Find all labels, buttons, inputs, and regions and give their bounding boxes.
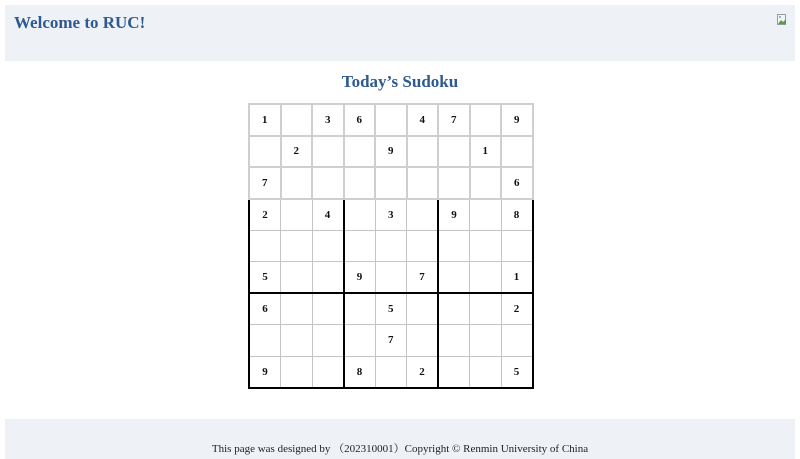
sudoku-cell-empty[interactable] — [375, 167, 407, 199]
sudoku-cell-empty[interactable] — [470, 167, 502, 199]
sudoku-cell-given: 1 — [470, 136, 502, 168]
page-title: Today’s Sudoku — [341, 72, 459, 91]
sudoku-cell-given: 6 — [501, 167, 533, 199]
header-title: Welcome to RUC! — [14, 13, 146, 32]
sudoku-cell-empty[interactable] — [501, 325, 533, 357]
sudoku-cell-given: 4 — [407, 104, 439, 136]
sudoku-cell-empty[interactable] — [281, 262, 313, 294]
sudoku-cell-empty[interactable] — [344, 136, 376, 168]
sudoku-cell-given: 9 — [438, 199, 470, 231]
sudoku-cell-given: 5 — [501, 356, 533, 388]
sudoku-cell-empty[interactable] — [312, 167, 344, 199]
sudoku-cell-empty[interactable] — [249, 325, 281, 357]
sudoku-cell-empty[interactable] — [281, 104, 313, 136]
sudoku-row — [249, 104, 533, 136]
sudoku-cell-given: 2 — [249, 199, 281, 231]
sudoku-cell-empty[interactable] — [312, 325, 344, 357]
sudoku-cell-empty[interactable] — [281, 325, 313, 357]
sudoku-cell-empty[interactable] — [281, 199, 313, 231]
sudoku-cell-given: 2 — [501, 293, 533, 325]
sudoku-cell-empty[interactable] — [438, 325, 470, 357]
sudoku-cell-given: 2 — [407, 356, 439, 388]
sudoku-cell-given: 7 — [375, 325, 407, 357]
sudoku-cell-given: 7 — [249, 167, 281, 199]
sudoku-cell-given: 1 — [501, 262, 533, 294]
page-footer — [5, 419, 795, 459]
sudoku-cell-given: 4 — [312, 199, 344, 231]
sudoku-cell-given: 9 — [375, 136, 407, 168]
sudoku-cell-empty[interactable] — [249, 230, 281, 262]
sudoku-cell-empty[interactable] — [438, 167, 470, 199]
sudoku-cell-given: 9 — [344, 262, 376, 294]
sudoku-cell-empty[interactable] — [312, 136, 344, 168]
sudoku-cell-empty[interactable] — [375, 262, 407, 294]
sudoku-cell-given: 8 — [501, 199, 533, 231]
page-header — [5, 5, 795, 61]
sudoku-cell-empty[interactable] — [249, 136, 281, 168]
sudoku-cell-empty[interactable] — [407, 199, 439, 231]
sudoku-cell-empty[interactable] — [281, 356, 313, 388]
sudoku-cell-given: 8 — [344, 356, 376, 388]
sudoku-cell-empty[interactable] — [438, 356, 470, 388]
sudoku-cell-empty[interactable] — [407, 293, 439, 325]
sudoku-row — [249, 167, 533, 199]
footer-copyright: This page was designed by （202310001）Copyright © Renmin University of China — [211, 443, 589, 455]
sudoku-cell-empty[interactable] — [312, 356, 344, 388]
sudoku-cell-empty[interactable] — [501, 230, 533, 262]
sudoku-cell-empty[interactable] — [375, 230, 407, 262]
sudoku-cell-empty[interactable] — [470, 199, 502, 231]
sudoku-grid — [248, 103, 534, 389]
sudoku-cell-empty[interactable] — [470, 262, 502, 294]
sudoku-cell-empty[interactable] — [407, 136, 439, 168]
sudoku-cell-empty[interactable] — [312, 293, 344, 325]
sudoku-cell-empty[interactable] — [470, 104, 502, 136]
sudoku-cell-empty[interactable] — [438, 293, 470, 325]
sudoku-cell-given: 7 — [407, 262, 439, 294]
sudoku-cell-empty[interactable] — [375, 104, 407, 136]
sudoku-cell-empty[interactable] — [312, 230, 344, 262]
sudoku-cell-empty[interactable] — [438, 262, 470, 294]
sudoku-cell-empty[interactable] — [470, 230, 502, 262]
broken-image-icon — [777, 14, 787, 25]
sudoku-cell-empty[interactable] — [344, 199, 376, 231]
sudoku-cell-empty[interactable] — [501, 136, 533, 168]
sudoku-cell-empty[interactable] — [438, 136, 470, 168]
sudoku-cell-given: 3 — [312, 104, 344, 136]
sudoku-cell-given: 6 — [344, 104, 376, 136]
sudoku-cell-given: 6 — [249, 293, 281, 325]
sudoku-cell-empty[interactable] — [312, 262, 344, 294]
sudoku-cell-empty[interactable] — [407, 230, 439, 262]
sudoku-row — [249, 136, 533, 168]
sudoku-cell-empty[interactable] — [281, 293, 313, 325]
sudoku-row — [249, 325, 533, 357]
sudoku-cell-empty[interactable] — [344, 230, 376, 262]
sudoku-cell-empty[interactable] — [344, 167, 376, 199]
sudoku-row — [249, 262, 533, 294]
sudoku-cell-given: 2 — [281, 136, 313, 168]
sudoku-cell-empty[interactable] — [281, 167, 313, 199]
sudoku-cell-given: 3 — [375, 199, 407, 231]
sudoku-cell-given: 7 — [438, 104, 470, 136]
sudoku-row — [249, 356, 533, 388]
sudoku-row — [249, 199, 533, 231]
sudoku-cell-given: 5 — [375, 293, 407, 325]
sudoku-cell-empty[interactable] — [470, 293, 502, 325]
sudoku-cell-empty[interactable] — [344, 293, 376, 325]
sudoku-cell-empty[interactable] — [281, 230, 313, 262]
sudoku-row — [249, 230, 533, 262]
sudoku-cell-given: 9 — [249, 356, 281, 388]
sudoku-cell-empty[interactable] — [407, 167, 439, 199]
sudoku-cell-given: 5 — [249, 262, 281, 294]
sudoku-cell-empty[interactable] — [344, 325, 376, 357]
sudoku-cell-empty[interactable] — [470, 356, 502, 388]
sudoku-cell-given: 9 — [501, 104, 533, 136]
sudoku-row — [249, 293, 533, 325]
sudoku-cell-given: 1 — [249, 104, 281, 136]
sudoku-cell-empty[interactable] — [438, 230, 470, 262]
sudoku-cell-empty[interactable] — [407, 325, 439, 357]
sudoku-cell-empty[interactable] — [375, 356, 407, 388]
sudoku-cell-empty[interactable] — [470, 325, 502, 357]
